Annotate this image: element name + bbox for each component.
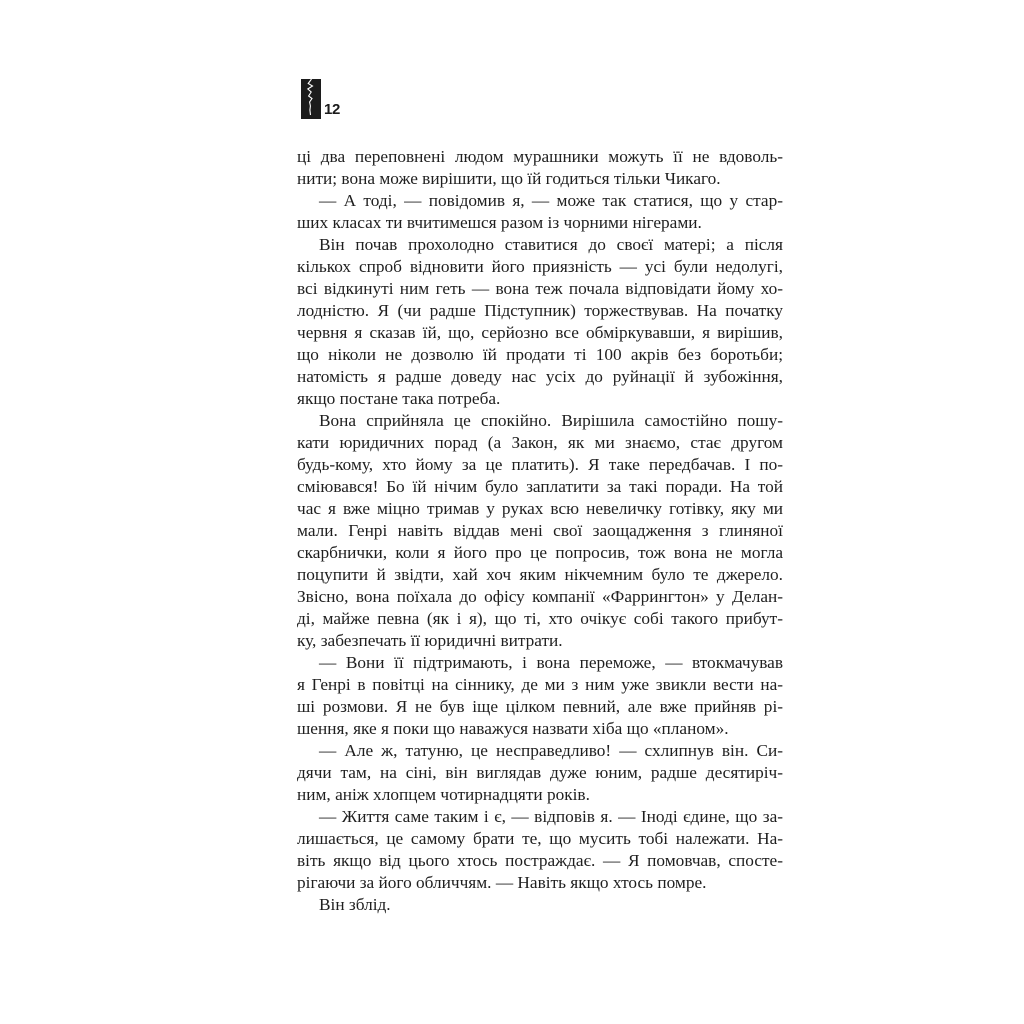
text-line: віть якщо від цього хтось постраждає. — Я помовчав, спосте-: [297, 851, 783, 870]
text-line: ші розмови. Я не був іще цілком певний, але вже прийняв рі-: [297, 697, 783, 716]
text-line: час я вже міцно тримав у руках всю невеличку готівку, яку ми: [297, 499, 783, 518]
text-line: ку, забезпечать її юридичні витрати.: [297, 631, 563, 650]
text-line: червня я сказав їй, що, серйозно все обміркувавши, я вирішив,: [297, 323, 783, 342]
text-line: ших класах ти вчитимешся разом із чорними нігерами.: [297, 213, 702, 232]
crack-ornament-icon: [301, 79, 321, 119]
text-line: кати юридичних порад (а Закон, як ми знаємо, стає другом: [297, 433, 783, 452]
text-line: нити; вона може вирішити, що їй годиться тільки Чикаго.: [297, 169, 721, 188]
text-line: — Але ж, татуню, це несправедливо! — схлипнув він. Си-: [319, 741, 783, 760]
text-line: ним, аніж хлопцем чотирнадцяти років.: [297, 785, 590, 804]
text-line: будь-кому, хто йому за це платить). Я таке передбачав. І по-: [297, 455, 783, 474]
text-line: — Вони її підтримають, і вона переможе, — втокмачував: [319, 653, 783, 672]
text-line: лодністю. Я (чи радше Підступник) торжествував. На початку: [297, 301, 783, 320]
text-line: скарбнички, коли я його про це попросив, тож вона не могла: [297, 543, 783, 562]
text-line: поцупити й звідти, хай хоч яким нікчемним було те джерело.: [297, 565, 783, 584]
text-line: натомість я радше доведу нас усіх до руйнації й зубожіння,: [297, 367, 783, 386]
text-line: ці два переповнені людом мурашники можуть її не вдоволь-: [297, 147, 783, 166]
text-line: Він почав прохолодно ставитися до своєї матері; а після: [319, 235, 783, 254]
text-line: дячи там, на сіні, він виглядав дуже юним, радше десятиріч-: [297, 763, 783, 782]
text-line: — Життя саме таким і є, — відповів я. — Іноді єдине, що за-: [319, 807, 783, 826]
text-line: якщо постане така потреба.: [297, 389, 501, 408]
text-line: ді, майже певна (як і я), що ті, хто очікує собі такого прибут-: [297, 609, 783, 628]
text-line: рігаючи за його обличчям. — Навіть якщо хтось помре.: [297, 873, 707, 892]
text-line: всі відкинуті ним геть — вона теж почала відповідати йому хо-: [297, 279, 783, 298]
text-line: Звісно, вона поїхала до офісу компанії «Фаррингтон» у Делан-: [297, 587, 783, 606]
text-line: — А тоді, — повідомив я, — може так статися, що у стар-: [319, 191, 783, 210]
text-line: Вона сприйняла це спокійно. Вирішила самостійно пошу-: [319, 411, 783, 430]
text-line: Він зблід.: [319, 895, 391, 914]
text-line: що ніколи не дозволю їй продати ті 100 акрів без боротьби;: [297, 345, 783, 364]
page-number: 12: [324, 101, 341, 118]
text-line: сміювався! Бо їй нічим було заплатити за такі поради. На той: [297, 477, 783, 496]
text-line: мали. Генрі навіть віддав мені свої заощадження з глиняної: [297, 521, 783, 540]
text-line: кількох спроб відновити його приязність — усі були недолугі,: [297, 257, 783, 276]
text-line: я Генрі в повітці на сіннику, де ми з ним уже звикли вести на-: [297, 675, 783, 694]
text-line: шення, яке я поки що наважуся назвати хіба що «планом».: [297, 719, 729, 738]
body-text-column: [297, 146, 783, 916]
text-line: лишається, це самому брати те, що мусить тобі належати. На-: [297, 829, 783, 848]
